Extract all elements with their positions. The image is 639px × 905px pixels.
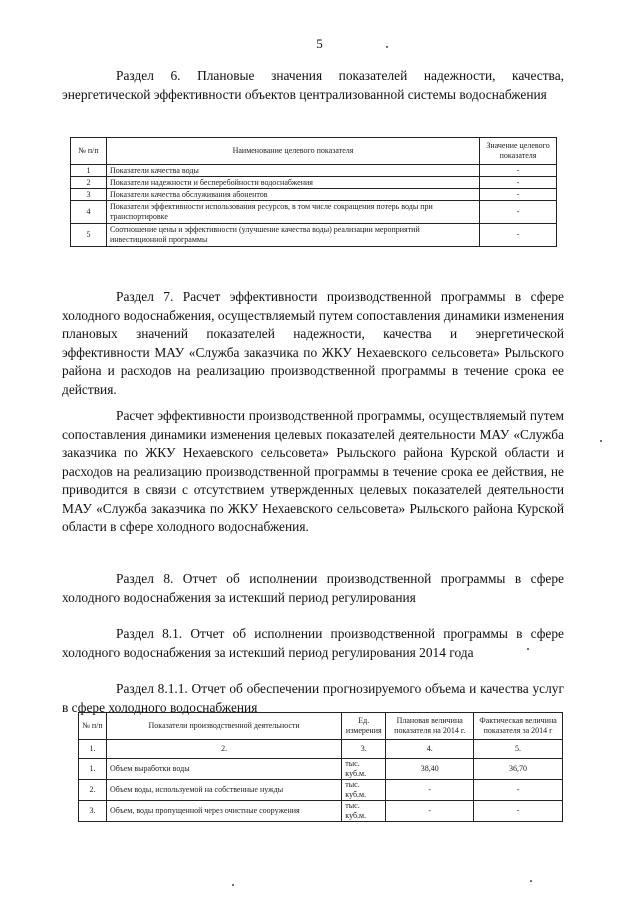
indicator-name: Показатели качества воды bbox=[106, 165, 479, 177]
indicator-name: Объем выработки воды bbox=[106, 759, 341, 780]
plan-value: - bbox=[386, 780, 474, 801]
section-6-heading: Раздел 6. Плановые значения показателей надежности, качества, энергетической эффективности объектов централизованной системы водоснабжения bbox=[62, 68, 564, 102]
table-header-row bbox=[71, 138, 557, 165]
fact-value: - bbox=[474, 780, 563, 801]
indicator-name: Объем, воды пропущенной через очистные сооружения bbox=[106, 801, 341, 822]
index-cell: 4. bbox=[386, 740, 474, 759]
table-row bbox=[71, 165, 557, 177]
table-row bbox=[79, 780, 563, 801]
page-number: 5 bbox=[316, 36, 323, 51]
target-indicators-table bbox=[70, 137, 557, 247]
unit: тыс. куб.м. bbox=[342, 759, 386, 780]
indicator-value: - bbox=[480, 201, 557, 224]
table-index-row bbox=[79, 740, 563, 759]
index-cell: 1. bbox=[79, 740, 107, 759]
indicator-name: Показатели эффективности использования ресурсов, в том числе сокращения потерь воды при транспортировке bbox=[106, 201, 479, 224]
table-header-row bbox=[79, 713, 563, 740]
col-header-indicator-name: Наименование целевого показателя bbox=[106, 138, 479, 165]
index-cell: 5. bbox=[474, 740, 563, 759]
row-number: 3 bbox=[71, 189, 107, 201]
index-cell: 3. bbox=[342, 740, 386, 759]
calculation-paragraph: Расчет эффективности производственной программы, осуществляемый путем сопоставления динамики изменения целевых показателей деятельности МАУ «Служба заказчика по ЖКУ Нехаевского сельсовета» Рыльского района Курской области и расходов на реализацию производственной программы в течение срока ее действия, не приводится в связи с отсутствием утвержденных целевых показателей деятельности МАУ «Служба заказчика по ЖКУ Нехаевского сельсовета» Рыльского района Курской области в сфере холодного водоснабжения. bbox=[62, 408, 564, 534]
plan-value: 38,40 bbox=[386, 759, 474, 780]
table-row bbox=[79, 759, 563, 780]
fact-value: 36,70 bbox=[474, 759, 563, 780]
row-number: 5 bbox=[71, 224, 107, 247]
row-number: 4 bbox=[71, 201, 107, 224]
fact-value: - bbox=[474, 801, 563, 822]
table-row bbox=[71, 177, 557, 189]
col-header-number: № п/п bbox=[71, 138, 107, 165]
section-8-heading: Раздел 8. Отчет об исполнении производственной программы в сфере холодного водоснабжения за истекший период регулирования bbox=[62, 571, 564, 605]
unit: тыс. куб.м. bbox=[342, 801, 386, 822]
row-number: 1 bbox=[71, 165, 107, 177]
unit: тыс. куб.м. bbox=[342, 780, 386, 801]
section-7-paragraph: Раздел 7. Расчет эффективности производственной программы в сфере холодного водоснабжения, осуществляемый путем сопоставления динамики изменения плановых значений показателей надежности, качества и энергетической эффективности МАУ «Служба заказчика по ЖКУ Нехаевского сельсовета» Рыльского района и расходов на реализацию производственной программы в течение срока ее действия. bbox=[62, 289, 564, 397]
indicator-value: - bbox=[480, 165, 557, 177]
indicator-value: - bbox=[480, 177, 557, 189]
table-row bbox=[71, 224, 557, 247]
row-number: 1. bbox=[79, 759, 107, 780]
table-row bbox=[79, 801, 563, 822]
indicator-name: Объем воды, используемой на собственные нужды bbox=[106, 780, 341, 801]
col-header-unit: Ед. измерения bbox=[342, 713, 386, 740]
indicator-value: - bbox=[480, 189, 557, 201]
col-header-indicator: Показатели производственной деятельности bbox=[106, 713, 341, 740]
production-report-table bbox=[78, 712, 563, 822]
row-number: 2. bbox=[79, 780, 107, 801]
col-header-plan: Плановая величина показателя на 2014 г. bbox=[386, 713, 474, 740]
table-row bbox=[71, 189, 557, 201]
indicator-value: - bbox=[480, 224, 557, 247]
row-number: 3. bbox=[79, 801, 107, 822]
section-8-1-1-heading: Раздел 8.1.1. Отчет об обеспечении прогнозируемого объема и качества услуг в сфере холодного водоснабжения bbox=[62, 681, 564, 715]
row-number: 2 bbox=[71, 177, 107, 189]
plan-value: - bbox=[386, 801, 474, 822]
col-header-fact: Фактическая величина показателя за 2014 г bbox=[474, 713, 563, 740]
col-header-indicator-value: Значение целевого показателя bbox=[480, 138, 557, 165]
col-header-number: № п/п bbox=[79, 713, 107, 740]
indicator-name: Показатели надежности и бесперебойности водоснабжения bbox=[106, 177, 479, 189]
indicator-name: Соотношение цены и эффективности (улучшение качества воды) реализации мероприятий инвестиционной программы bbox=[106, 224, 479, 247]
section-8-1-heading: Раздел 8.1. Отчет об исполнении производственной программы в сфере холодного водоснабжения за истекший период регулирования 2014 года bbox=[62, 626, 564, 660]
indicator-name: Показатели качества обслуживания абонентов bbox=[106, 189, 479, 201]
index-cell: 2. bbox=[106, 740, 341, 759]
table-row bbox=[71, 201, 557, 224]
